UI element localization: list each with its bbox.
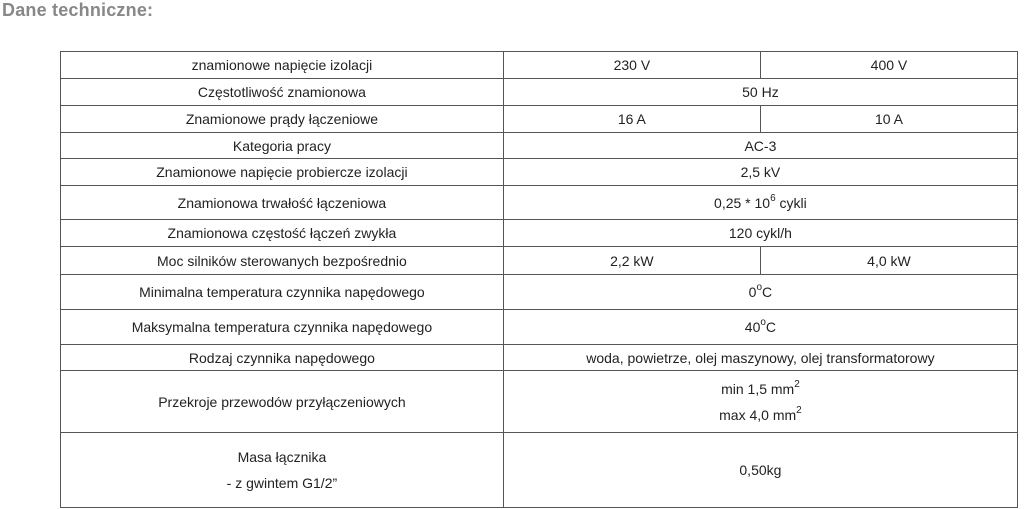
table-row bbox=[61, 159, 1018, 186]
table-row bbox=[61, 310, 1018, 345]
spec-label: Przekroje przewodów przyłączeniowych bbox=[61, 371, 504, 433]
spec-value: 2,5 kV bbox=[503, 159, 1017, 186]
value-text: cykli bbox=[775, 194, 807, 211]
spec-label: Kategoria pracy bbox=[61, 133, 504, 159]
spec-label: Minimalna temperatura czynnika napędowego bbox=[61, 275, 504, 310]
table-row bbox=[61, 186, 1018, 220]
spec-label: Znamionowe prądy łączeniowe bbox=[61, 106, 504, 133]
spec-label: Znamionowe napięcie probiercze izolacji bbox=[61, 159, 504, 186]
spec-value-230v: 2,2 kW bbox=[503, 247, 760, 275]
table-row bbox=[61, 247, 1018, 275]
spec-label: Znamionowa częstość łączeń zwykła bbox=[61, 220, 504, 247]
value-superscript: 2 bbox=[796, 404, 802, 416]
spec-value: 120 cykl/h bbox=[503, 220, 1017, 247]
spec-label: Moc silników sterowanych bezpośrednio bbox=[61, 247, 504, 275]
table-row bbox=[61, 275, 1018, 310]
table-row bbox=[61, 220, 1018, 247]
value-text: min 1,5 mm bbox=[721, 380, 795, 397]
table-row bbox=[61, 52, 1018, 79]
value-line bbox=[508, 376, 1013, 402]
spec-value bbox=[503, 310, 1017, 345]
table-row bbox=[61, 79, 1018, 106]
label-line: Masa łącznika bbox=[237, 449, 327, 465]
value-text: C bbox=[765, 319, 777, 335]
spec-value: 0,50kg bbox=[503, 433, 1017, 508]
spec-label: Rodzaj czynnika napędowego bbox=[61, 345, 504, 371]
table-row bbox=[61, 345, 1018, 371]
spec-label: Znamionowa trwałość łączeniowa bbox=[61, 186, 504, 220]
spec-value: 50 Hz bbox=[503, 79, 1017, 106]
technical-data-table bbox=[60, 51, 1018, 508]
value-superscript: o bbox=[760, 317, 766, 329]
spec-value-230v: 16 A bbox=[503, 106, 760, 133]
table-row bbox=[61, 371, 1018, 433]
spec-value-400v: 400 V bbox=[760, 52, 1017, 79]
value-text: 40 bbox=[744, 319, 761, 335]
spec-label: Częstotliwość znamionowa bbox=[61, 79, 504, 106]
spec-value-400v: 10 A bbox=[760, 106, 1017, 133]
spec-value-230v: 230 V bbox=[503, 52, 760, 79]
spec-value-400v: 4,0 kW bbox=[760, 247, 1017, 275]
value-text: 0 bbox=[748, 284, 757, 300]
table-row bbox=[61, 433, 1018, 508]
spec-label: znamionowe napięcie izolacji bbox=[61, 52, 504, 79]
value-text: max 4,0 mm bbox=[719, 406, 797, 423]
section-heading: Dane techniczne: bbox=[2, 0, 154, 20]
spec-label: Maksymalna temperatura czynnika napędowego bbox=[61, 310, 504, 345]
table-row bbox=[61, 133, 1018, 159]
value-line bbox=[508, 402, 1013, 428]
value-superscript: o bbox=[756, 282, 763, 294]
spec-value: woda, powietrze, olej maszynowy, olej transformatorowy bbox=[503, 345, 1017, 371]
table-row bbox=[61, 106, 1018, 133]
value-superscript: 2 bbox=[794, 378, 800, 390]
value-text: C bbox=[762, 284, 773, 300]
spec-value bbox=[503, 186, 1017, 220]
spec-value: AC-3 bbox=[503, 133, 1017, 159]
value-superscript: 6 bbox=[770, 192, 776, 204]
label-line: - z gwintem G1/2” bbox=[226, 475, 338, 491]
spec-value bbox=[503, 275, 1017, 310]
spec-value bbox=[503, 371, 1017, 433]
spec-label bbox=[61, 433, 504, 508]
value-text: 0,25 * 10 bbox=[714, 194, 771, 211]
